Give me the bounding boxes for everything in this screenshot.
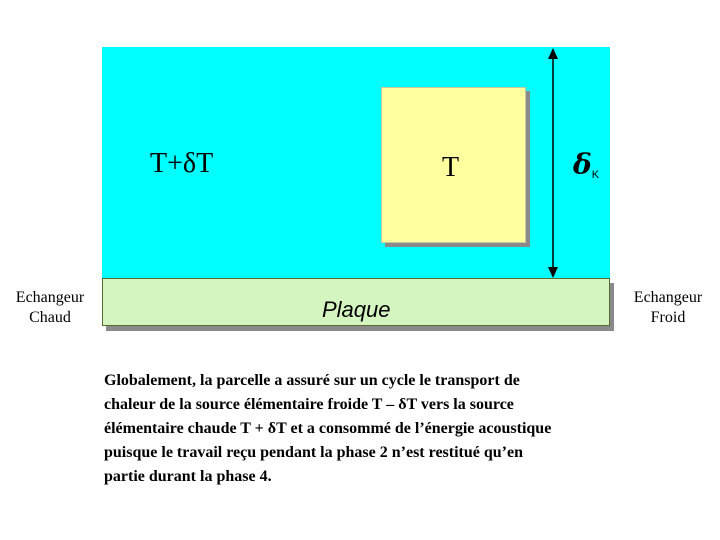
explanation-line: Globalement, la parcelle a assuré sur un cycle le transport de [104, 372, 520, 389]
cold-exchanger-line1: Echangeur [633, 289, 703, 306]
cold-temperature-label: T [442, 152, 460, 183]
explanation-line: chaleur de la source élémentaire froide T – δT vers la source [104, 396, 514, 413]
delta-symbol: δ [573, 148, 592, 181]
explanation-text [104, 369, 684, 489]
explanation-line: élémentaire chaude T + δT et a consommé de l’énergie acoustique [104, 420, 552, 437]
thermal-penetration-label [573, 148, 599, 182]
cold-exchanger-label [618, 288, 718, 328]
arrow-head-top [548, 48, 558, 59]
explanation-line: puisque le travail reçu pendant la phase 2 n’est restitué qu’en [104, 444, 523, 461]
delta-subscript: K [591, 169, 600, 181]
thickness-double-arrow [540, 47, 570, 279]
hot-exchanger-line1: Echangeur [15, 289, 85, 306]
hot-exchanger-line2: Chaud [29, 309, 71, 326]
arrow-head-bottom [548, 267, 558, 278]
plate-label: Plaque [322, 297, 391, 322]
explanation-line: partie durant la phase 4. [104, 468, 272, 485]
hot-temperature-label: T+δT [150, 148, 214, 179]
hot-exchanger-label [4, 288, 96, 328]
cold-exchanger-line2: Froid [650, 309, 686, 326]
